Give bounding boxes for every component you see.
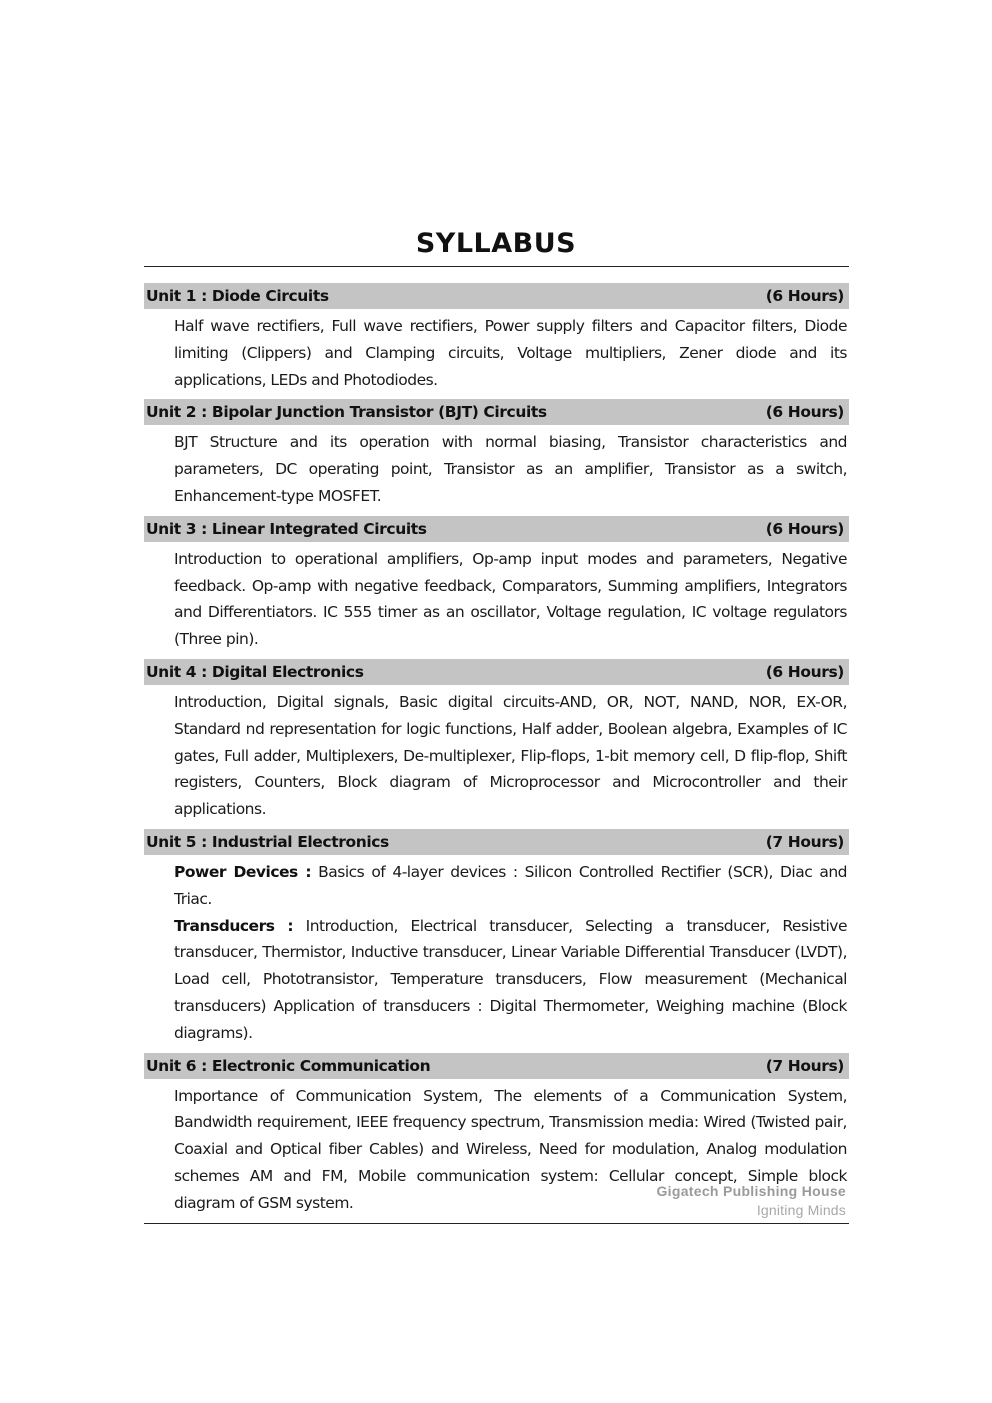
- unit-header: [144, 829, 849, 855]
- unit-header: [144, 1053, 849, 1079]
- unit-content: [144, 685, 849, 829]
- power-devices-text: Basics of 4-layer devices : Silicon Controlled Rectifier (SCR), Diac and Triac.: [174, 862, 847, 908]
- title-divider: [144, 266, 849, 267]
- unit-description: Importance of Communication System, The elements of a Communication System, Bandwidth requirement, IEEE frequency spectrum, Transmission media: Wired (Twisted pair, Coaxial and Optical fiber Cables) and Wireless, Need for modulation, Analog modulation schemes AM and FM, Mobile communication system: Cellular concept, Simple block diagram of GSM system.: [174, 1086, 847, 1212]
- unit-title: Unit 2 : Bipolar Junction Transistor (BJT) Circuits: [146, 403, 547, 422]
- unit-content: [144, 855, 849, 1053]
- unit-hours: (6 Hours): [765, 662, 844, 681]
- unit-content: [144, 309, 849, 399]
- power-devices-paragraph: [174, 859, 847, 913]
- unit-header: [144, 399, 849, 425]
- publisher-footer: [656, 1181, 846, 1219]
- page-title: SYLLABUS: [415, 228, 577, 259]
- unit-2: [144, 399, 849, 515]
- unit-description: BJT Structure and its operation with normal biasing, Transistor characteristics and parameters, DC operating point, Transistor as an amplifier, Transistor as a switch, Enhancement-type MOSFET.: [174, 433, 847, 505]
- unit-content: [144, 542, 849, 659]
- publisher-tagline: Igniting Minds: [756, 1202, 846, 1218]
- power-devices-label: Power Devices :: [174, 862, 312, 881]
- unit-title: Unit 4 : Digital Electronics: [146, 662, 364, 681]
- unit-hours: (6 Hours): [765, 287, 844, 305]
- unit-header: [144, 283, 849, 309]
- unit-description: Half wave rectifiers, Full wave rectifiers, Power supply filters and Capacitor filters, Diode limiting (Clippers) and Clamping circuits, Voltage multipliers, Zener diode and its applications, LEDs and Photodiodes.: [174, 317, 847, 389]
- unit-content: [144, 425, 849, 515]
- unit-description: Introduction to operational amplifiers, Op-amp input modes and parameters, Negative feedback. Op-amp with negative feedback, Comparators, Summing amplifiers, Integrators and Differentiators. IC 555 timer as an oscillator, Voltage regulation, IC voltage regulators (Three pin).: [174, 549, 847, 649]
- unit-title: Unit 5 : Industrial Electronics: [146, 832, 389, 851]
- unit-hours: (6 Hours): [765, 403, 844, 422]
- unit-5: [144, 829, 849, 1053]
- transducers-label: Transducers :: [174, 916, 294, 935]
- transducers-paragraph: [174, 913, 847, 1047]
- unit-hours: (7 Hours): [765, 832, 844, 851]
- unit-1: [144, 283, 849, 399]
- unit-title: Unit 1 : Diode Circuits: [146, 287, 329, 305]
- unit-hours: (7 Hours): [765, 1056, 844, 1075]
- unit-header: [144, 516, 849, 542]
- publisher-name: Gigatech Publishing House: [656, 1183, 846, 1199]
- unit-4: [144, 659, 849, 829]
- unit-title: Unit 6 : Electronic Communication: [146, 1056, 431, 1075]
- unit-description: Introduction, Digital signals, Basic digital circuits-AND, OR, NOT, NAND, NOR, EX-OR, Standard nd representation for logic functions, Half adder, Boolean algebra, Examples of IC gates, Full adder, Multiplexers, De-multiplexer, Flip-flops, 1-bit memory cell, D flip-flop, Shift registers, Counters, Block diagram of Microprocessor and Microcontroller and their applications.: [174, 692, 847, 819]
- transducers-text: Introduction, Electrical transducer, Selecting a transducer, Resistive transducer, Thermistor, Inductive transducer, Linear Variable Differential Transducer (LVDT), Load cell, Phototransistor, Temperature transducers, Flow measurement (Mechanical transducers) Application of transducers : Digital Thermometer, Weighing machine (Block diagrams).: [174, 916, 847, 1042]
- syllabus-table: [144, 283, 849, 1224]
- unit-hours: (6 Hours): [765, 519, 844, 538]
- unit-3: [144, 516, 849, 659]
- unit-title: Unit 3 : Linear Integrated Circuits: [146, 519, 427, 538]
- unit-header: [144, 659, 849, 685]
- bottom-divider: [144, 1223, 849, 1224]
